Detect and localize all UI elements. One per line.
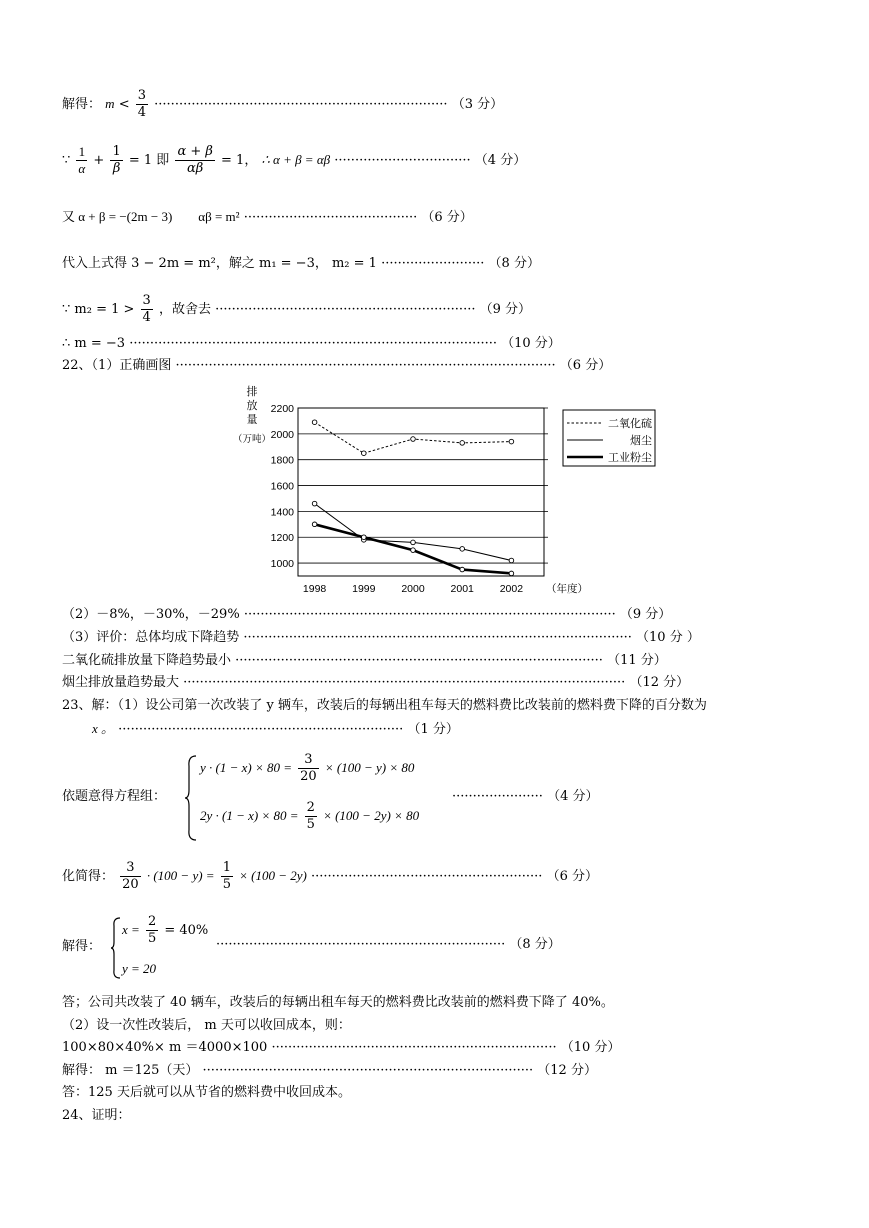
math-text: ∴ m = −3 — [62, 336, 126, 351]
math-var: m — [105, 96, 115, 111]
equation-2 — [200, 800, 419, 833]
leader-dots: ························· — [381, 256, 485, 271]
label-text: 答：125 天后就可以从节省的燃料费中收回成本。 — [62, 1085, 351, 1100]
line-cost-equation — [62, 1039, 620, 1057]
y-tick-label: 2200 — [270, 403, 294, 415]
line-solve-m — [62, 88, 503, 121]
leader-dots: ························································ — [311, 869, 543, 884]
math-text: · (100 − y) = — [146, 868, 215, 883]
fraction-den: 5 — [147, 931, 157, 946]
y-axis-label-unit: （万吨） — [232, 434, 272, 445]
data-point — [362, 451, 367, 456]
fraction — [76, 144, 87, 177]
math-text: ∴ α + β = αβ — [261, 152, 331, 167]
brace-icon — [184, 754, 198, 842]
fraction — [305, 800, 317, 833]
score-label: （9 分） — [619, 607, 672, 622]
math-text: = 1， — [221, 153, 258, 168]
fraction-num: 1 — [76, 144, 87, 161]
line-vieta — [62, 208, 473, 227]
fraction-den: 5 — [222, 877, 231, 892]
score-label: （12 分） — [537, 1063, 597, 1078]
fraction-den: 4 — [137, 105, 147, 120]
score-label: （6 分） — [546, 869, 598, 884]
leader-dots: ······································································ — [216, 937, 506, 952]
line-q23-intro — [62, 697, 707, 715]
score-label: （1 分） — [407, 722, 459, 737]
plot-frame — [298, 408, 544, 576]
math-op: + — [93, 153, 105, 168]
data-point — [362, 535, 367, 540]
x-tick-label: 2001 — [450, 583, 474, 595]
leader-dots: ····································································· — [118, 722, 404, 737]
label-text: （3）评价：总体均成下降趋势 — [62, 630, 240, 645]
score-label: （11 分） — [607, 653, 667, 668]
math-text: x 。 — [92, 721, 115, 736]
fraction-den: 20 — [300, 769, 317, 784]
score-label: （10 分） — [501, 336, 561, 351]
line-so2-trend — [62, 652, 667, 670]
y-axis-label-char: 放 — [246, 400, 258, 412]
fraction-den: α — [78, 161, 86, 176]
line-simplify — [62, 860, 598, 893]
label-text: ，故舍去 — [158, 302, 211, 317]
line-answer-2 — [62, 1084, 351, 1102]
label-text: 23、解：（1）设公司第一次改装了 y 辆车，改装后的每辆出租车每天的燃料费比改装前的燃料费下降的百分数为 — [62, 698, 707, 713]
fraction-num: 1 — [222, 860, 231, 875]
leader-dots: ······························································································ — [243, 630, 632, 645]
brace-icon — [110, 916, 122, 980]
data-point — [460, 547, 465, 552]
line-alpha-beta — [62, 144, 526, 177]
leader-dots: ·········································· — [243, 210, 418, 225]
leader-dots: ················································································ — [202, 1063, 534, 1078]
fraction — [221, 860, 233, 893]
legend-label: 烟尘 — [630, 435, 652, 447]
fraction-num: 2 — [306, 800, 315, 815]
line-smoke-trend — [62, 674, 689, 692]
math-text: 代入上式得 3 − 2m = m²，解之 m₁ = −3， m₂ = 1 — [62, 256, 377, 271]
data-point — [411, 540, 416, 545]
line-q23-2 — [62, 1017, 351, 1035]
math-text: 100×80×40%× m ＝4000×100 — [62, 1040, 268, 1055]
y-tick-label: 1400 — [270, 506, 294, 519]
score-label: （8 分） — [488, 256, 540, 271]
math-text: × (100 − 2y) × 80 — [323, 808, 420, 823]
solution-x — [122, 914, 208, 947]
data-point — [509, 558, 514, 563]
data-point — [509, 571, 514, 576]
fraction-num: 3 — [120, 860, 141, 877]
data-point — [411, 437, 416, 442]
math-text: y = 20 — [122, 961, 157, 976]
label-text: 化简得： — [62, 869, 115, 884]
fraction-num: 3 — [137, 88, 147, 103]
x-tick-label: 1998 — [302, 583, 327, 595]
legend-label: 二氧化硫 — [608, 418, 652, 430]
fraction-den: 5 — [306, 817, 315, 832]
math-text: × (100 − 2y) — [239, 868, 307, 883]
y-tick-label: 1000 — [270, 558, 294, 571]
fraction-den: 20 — [122, 877, 139, 892]
solution-y — [122, 960, 156, 979]
leader-dots: ·························································································· — [243, 607, 616, 622]
label-text: 解得： — [62, 97, 102, 112]
fraction-den: β — [112, 161, 121, 176]
leader-dots: ··········································································································· — [183, 675, 626, 690]
leader-dots: ································· — [334, 153, 471, 168]
y-tick-label: 1800 — [270, 454, 294, 467]
emissions-chart — [230, 383, 670, 598]
line-q22-1 — [62, 357, 611, 375]
fraction — [141, 293, 153, 326]
data-point — [509, 439, 514, 444]
math-text: × (100 − y) × 80 — [324, 760, 415, 775]
score-label: （10 分） — [560, 1040, 621, 1055]
data-point — [411, 548, 416, 553]
label-text: 烟尘排放量趋势最大 — [62, 675, 180, 690]
math-text: = 40% — [164, 923, 209, 938]
fraction-num: α + β — [177, 144, 213, 159]
math-text: 解得： m ＝125（天） — [62, 1063, 199, 1078]
equation-system-score — [452, 788, 598, 806]
score-label: （4 分） — [474, 153, 527, 168]
label-text: 二氧化硫排放量下降趋势最小 — [62, 653, 232, 668]
fraction — [136, 88, 148, 121]
leader-dots: ···························································································· — [175, 358, 556, 373]
fraction — [146, 914, 158, 947]
score-label: （8 分） — [509, 937, 561, 952]
line-answer-1 — [62, 994, 614, 1012]
line-q22-3 — [62, 629, 700, 647]
line-substitute — [62, 255, 540, 273]
score-label: （6 分） — [559, 358, 612, 373]
math-text: y · (1 − x) × 80 = — [200, 760, 293, 775]
math-symbol: ∵ — [62, 153, 71, 168]
label-text: 24、证明： — [62, 1108, 131, 1123]
leader-dots: ························································································· — [235, 653, 603, 668]
y-tick-label: 1200 — [270, 532, 294, 545]
data-point — [312, 522, 317, 527]
line-answer-m — [62, 335, 561, 353]
fraction — [120, 860, 141, 893]
x-tick-label: 1999 — [352, 583, 376, 595]
score-label: （10 分 ） — [636, 630, 700, 645]
leader-dots: ························································································· — [129, 336, 497, 351]
score-label: （4 分） — [547, 789, 599, 804]
fraction-num: 3 — [298, 752, 319, 769]
line-q24 — [62, 1107, 131, 1125]
label-text: 答；公司共改装了 40 辆车，改装后的每辆出租车每天的燃料费比改装前的燃料费下降了 40%。 — [62, 995, 614, 1010]
math-text: x = — [122, 922, 140, 937]
score-label: （12 分） — [629, 675, 690, 690]
leader-dots: ······························································· — [215, 302, 476, 317]
fraction-num: 2 — [147, 914, 157, 929]
label-text: 22、（1）正确画图 — [62, 358, 172, 373]
line-discard — [62, 293, 531, 326]
x-axis-label: （年度） — [546, 583, 588, 595]
y-tick-label: 1600 — [270, 480, 294, 493]
fraction-num: 3 — [142, 293, 151, 308]
line-solve-days — [62, 1062, 597, 1080]
score-label: （9 分） — [479, 302, 532, 317]
equation-1 — [200, 752, 414, 785]
leader-dots: ······································································· — [154, 97, 448, 112]
label-text: 解得： — [62, 939, 102, 954]
label-text: （2）－8%，－30%，－29% — [62, 607, 240, 622]
math-text: 2y · (1 − x) × 80 = — [200, 808, 299, 823]
x-tick-label: 2000 — [401, 583, 425, 595]
fraction — [175, 144, 214, 177]
label-text: 依题意得方程组： — [62, 789, 167, 804]
score-label: （6 分） — [421, 210, 473, 225]
solution-score — [216, 936, 561, 954]
fraction-num: 1 — [112, 144, 121, 159]
y-tick-label: 2000 — [270, 428, 294, 441]
math-text: = 1 即 — [128, 153, 170, 168]
data-point — [460, 441, 465, 446]
math-op: < — [118, 97, 130, 112]
fraction — [110, 144, 122, 177]
data-point — [460, 567, 465, 572]
data-point — [312, 501, 317, 506]
score-label: （3 分） — [451, 97, 504, 112]
y-axis-label-char: 量 — [246, 414, 258, 426]
line-q23-x — [92, 720, 459, 739]
math-text: 又 α + β = −(2m − 3) αβ = m² — [62, 209, 240, 224]
fraction-den: 4 — [142, 310, 151, 325]
label-text: （2）设一次性改装后， m 天可以收回成本，则： — [62, 1018, 351, 1033]
y-axis-label-char: 排 — [246, 386, 258, 398]
legend-label: 工业粉尘 — [608, 452, 652, 464]
data-point — [312, 420, 317, 425]
fraction — [298, 752, 319, 785]
line-q22-2 — [62, 606, 671, 624]
math-text: ∵ m₂ = 1 > — [62, 302, 135, 317]
leader-dots: ····································································· — [271, 1040, 557, 1055]
fraction-den: αβ — [187, 161, 204, 176]
x-tick-label: 2002 — [499, 583, 524, 595]
leader-dots: ······················ — [452, 789, 543, 804]
